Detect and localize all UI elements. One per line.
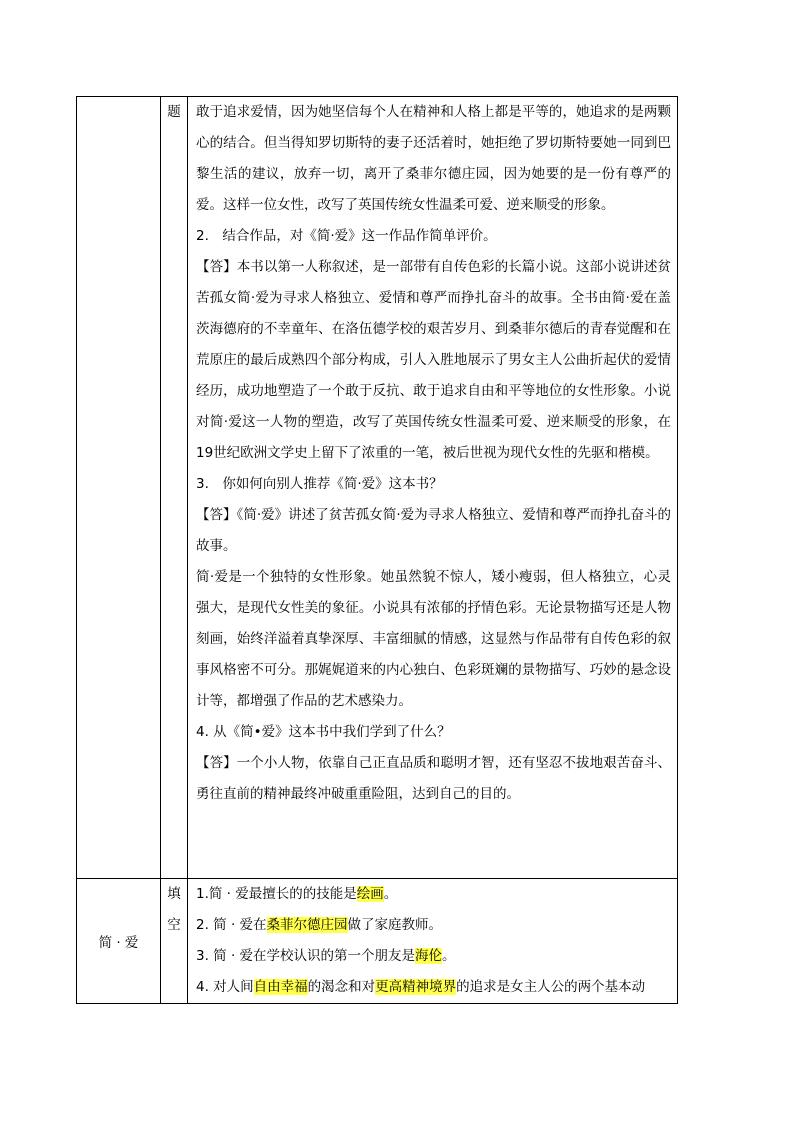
fill-text: 4. 对人间 [196, 979, 254, 995]
question-2: 2. 结合作品，对《简·爱》这一作品作简单评价。 [196, 228, 497, 244]
fill-text: 做了家庭教师。 [347, 917, 443, 933]
question-type-char: 空 [167, 917, 181, 933]
fill-answer: 更高精神境界 [375, 979, 457, 995]
answer-4: 【答】一个小人物，依靠自己正直品质和聪明才智，还有坚忍不拔地艰苦奋斗、勇往直前的精神最终冲破重重险阻，达到自己的目的。 [196, 755, 671, 802]
fill-item-2 [196, 910, 671, 941]
fill-answer: 绘画 [356, 886, 384, 902]
question-type-cell [161, 879, 188, 1004]
answer-3-part-1: 【答】《简·爱》讲述了贫苦孤女简·爱为寻求人格独立、爱情和尊严而挣扎奋斗的故事。 [196, 507, 671, 554]
fill-item-3 [196, 941, 671, 972]
study-table [76, 96, 678, 1004]
question-type-char: 填 [167, 886, 181, 902]
fill-answer: 自由幸福 [253, 979, 308, 995]
book-cell [77, 97, 161, 879]
fill-text: 1.简 · 爱最擅长的的技能是 [196, 886, 357, 902]
fill-text: 3. 简 · 爱在学校认识的第一个朋友是 [196, 948, 416, 964]
fill-text: 的渴念和对 [307, 979, 376, 995]
fill-text: 2. 简 · 爱在 [196, 917, 267, 933]
table-row [77, 879, 678, 1004]
table-row [77, 97, 678, 879]
fill-answer: 海伦 [415, 948, 443, 964]
book-title: 简 · 爱 [98, 935, 139, 951]
answers-cell [188, 97, 678, 879]
fill-text: 。 [383, 886, 398, 902]
question-3: 3. 你如何向别人推荐《简·爱》这本书？ [196, 476, 443, 492]
question-type-label: 题 [167, 104, 181, 120]
fill-item-4 [196, 972, 671, 1003]
fill-text: 。 [442, 948, 456, 964]
book-title-cell [77, 879, 161, 1004]
continuation-text: 敢于追求爱情，因为她坚信每个人在精神和人格上都是平等的，她追求的是两颗心的结合。但当得知罗切斯特的妻子还活着时，她拒绝了罗切斯特要她一同到巴黎生活的建议，放弃一切，离开了桑菲尔德庄园，因为她要的是一份有尊严的爱。这样一位女性，改写了英国传统女性温柔可爱、逆来顺受的形象。 [196, 104, 671, 213]
answer-2: 【答】本书以第一人称叙述，是一部带有自传色彩的长篇小说。这部小说讲述贫苦孤女简·爱为寻求人格独立、爱情和尊严而挣扎奋斗的故事。全书由简·爱在盖茨海德府的不幸童年、在洛伍德学校的艰苦岁月、到桑菲尔德后的青春觉醒和在荒原庄的最后成熟四个部分构成，引人入胜地展示了男女主人公曲折起伏的爱情经历，成功地塑造了一个敢于反抗、敢于追求自由和平等地位的女性形象。小说对简·爱这一人物的塑造，改写了英国传统女性温柔可爱、逆来顺受的形象，在19世纪欧洲文学史上留下了浓重的一笔，被后世视为现代女性的先驱和楷模。 [196, 259, 671, 461]
fill-text: 的追求是女主人公的两个基本动 [456, 979, 646, 995]
answer-3-part-2: 简·爱是一个独特的女性形象。她虽然貌不惊人，矮小瘦弱，但人格独立，心灵强大，是现代女性美的象征。小说具有浓郁的抒情色彩。无论景物描写还是人物刻画，始终洋溢着真挚深厚、丰富细腻的情感，这显然与作品带有自传色彩的叙事风格密不可分。那娓娓道来的内心独白、色彩斑斓的景物描写、巧妙的悬念设计等，都增强了作品的艺术感染力。 [196, 569, 671, 709]
question-4: 4. 从《简•爱》这本书中我们学到了什么？ [196, 724, 451, 740]
question-type-cell [161, 97, 188, 879]
fill-answer: 桑菲尔德庄园 [266, 917, 348, 933]
fill-blank-cell [188, 879, 678, 1004]
fill-item-1 [196, 879, 671, 910]
